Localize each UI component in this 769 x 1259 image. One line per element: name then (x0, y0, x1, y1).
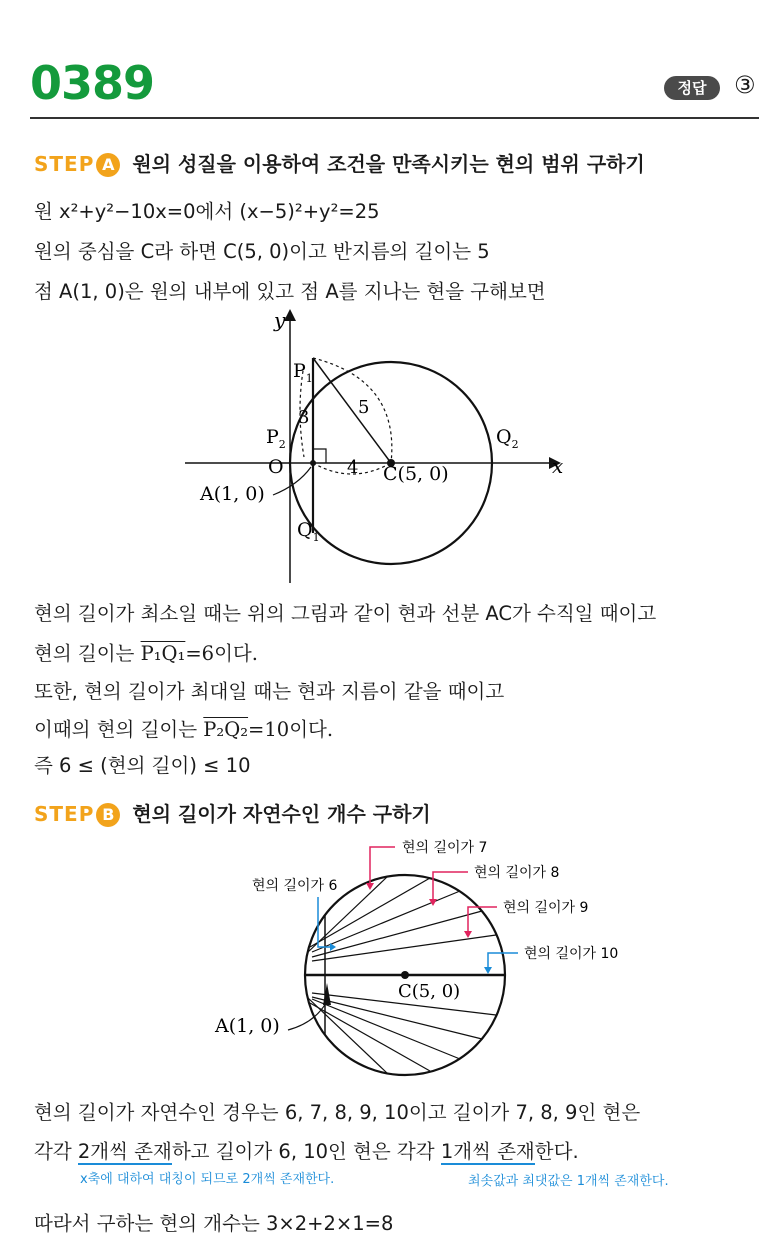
figure-chord-fan (200, 835, 650, 1085)
p1-label: $P_1$ (293, 360, 313, 385)
step-b-title: 현의 길이가 자연수인 개수 구하기 (132, 802, 431, 826)
step-a-label: STEP (34, 152, 95, 176)
p2-label: $P_2$ (266, 426, 286, 451)
y-axis-label: y (274, 308, 286, 332)
x-axis-label: x (552, 454, 564, 478)
label-7-arrowhead (366, 883, 374, 890)
underline-one-each: 1개씩 존재 (440, 1140, 535, 1163)
label-length-6: 현의 길이가 6 (252, 878, 338, 894)
fan-center-label: C(5, 0) (398, 981, 461, 1002)
figure-circle-chords (180, 305, 600, 590)
q1-label: $Q_1$ (297, 519, 320, 544)
step-a-line-3: 점 A(1, 0)은 원의 내부에 있고 점 A를 지나는 현을 구해보면 (34, 280, 546, 303)
label-length-8: 현의 길이가 8 (474, 865, 560, 881)
middle-line-4: 이때의 현의 길이는 P₂Q₂=10이다. (34, 718, 334, 741)
middle-line-5: 즉 6 ≤ (현의 길이) ≤ 10 (34, 754, 251, 777)
note-min-max: 최솟값과 최댓값은 1개씩 존재한다. (468, 1174, 669, 1189)
label-10-arrowhead (484, 967, 492, 974)
step-a-line-1: 원 x²+y²−10x=0에서 (x−5)²+y²=25 (34, 200, 380, 223)
middle-line-2: 현의 길이는 P₁Q₁=6이다. (34, 642, 258, 665)
bottom-line-2: 각각 2개씩 존재하고 길이가 6, 10인 현은 각각 1개씩 존재한다. (34, 1140, 579, 1163)
point-a-label: A(1, 0) (200, 483, 265, 505)
step-a-line-2: 원의 중심을 C라 하면 C(5, 0)이고 반지름의 길이는 5 (34, 240, 490, 263)
fan-center-point (401, 971, 409, 979)
segment-p2q2: P₂Q₂ (203, 718, 249, 741)
center-c-label: C(5, 0) (383, 463, 449, 485)
point-a-dot (310, 460, 316, 466)
middle-line-1: 현의 길이가 최소일 때는 위의 그림과 같이 현과 선분 AC가 수직일 때이고 (34, 602, 657, 625)
label-6-arrowhead (330, 943, 336, 951)
note-symmetry: x축에 대하여 대칭이 되므로 2개씩 존재한다. (80, 1172, 335, 1187)
origin-label: O (268, 456, 284, 478)
problem-number: 0389 (30, 56, 155, 110)
step-a-letter: A (96, 153, 120, 177)
answer-badge: 정답 (664, 76, 720, 100)
header-divider (30, 117, 759, 119)
fan-point-a-label: A(1, 0) (215, 1015, 280, 1037)
segment-p1q1: P₁Q₁ (140, 642, 186, 665)
bottom-line-1: 현의 길이가 자연수인 경우는 6, 7, 8, 9, 10이고 길이가 7, 8, 9인 현은 (34, 1101, 641, 1124)
label-9-arrowhead (464, 931, 472, 938)
fan-point-a-pointer (288, 1003, 326, 1030)
step-a-title: 원의 성질을 이용하여 조건을 만족시키는 현의 범위 구하기 (132, 152, 645, 176)
q2-label: $Q_2$ (496, 426, 519, 451)
length-3-label: 3 (298, 407, 310, 428)
answer-value: ③ (734, 71, 756, 99)
step-a-heading (34, 148, 645, 177)
middle-line-3: 또한, 현의 길이가 최대일 때는 현과 지름이 같을 때이고 (34, 680, 505, 703)
underline-two-each: 2개씩 존재 (77, 1140, 172, 1163)
length-4-label: 4 (347, 457, 359, 478)
label-length-10: 현의 길이가 10 (524, 946, 619, 962)
step-b-letter: B (96, 803, 120, 827)
label-length-7: 현의 길이가 7 (402, 840, 488, 856)
conclusion-line: 따라서 구하는 현의 개수는 3×2+2×1=8 (34, 1212, 394, 1235)
label-length-9: 현의 길이가 9 (503, 900, 589, 916)
label-8-arrowhead (429, 899, 437, 906)
step-b-heading (34, 798, 431, 827)
length-5-label: 5 (358, 397, 370, 418)
step-b-label: STEP (34, 802, 95, 826)
